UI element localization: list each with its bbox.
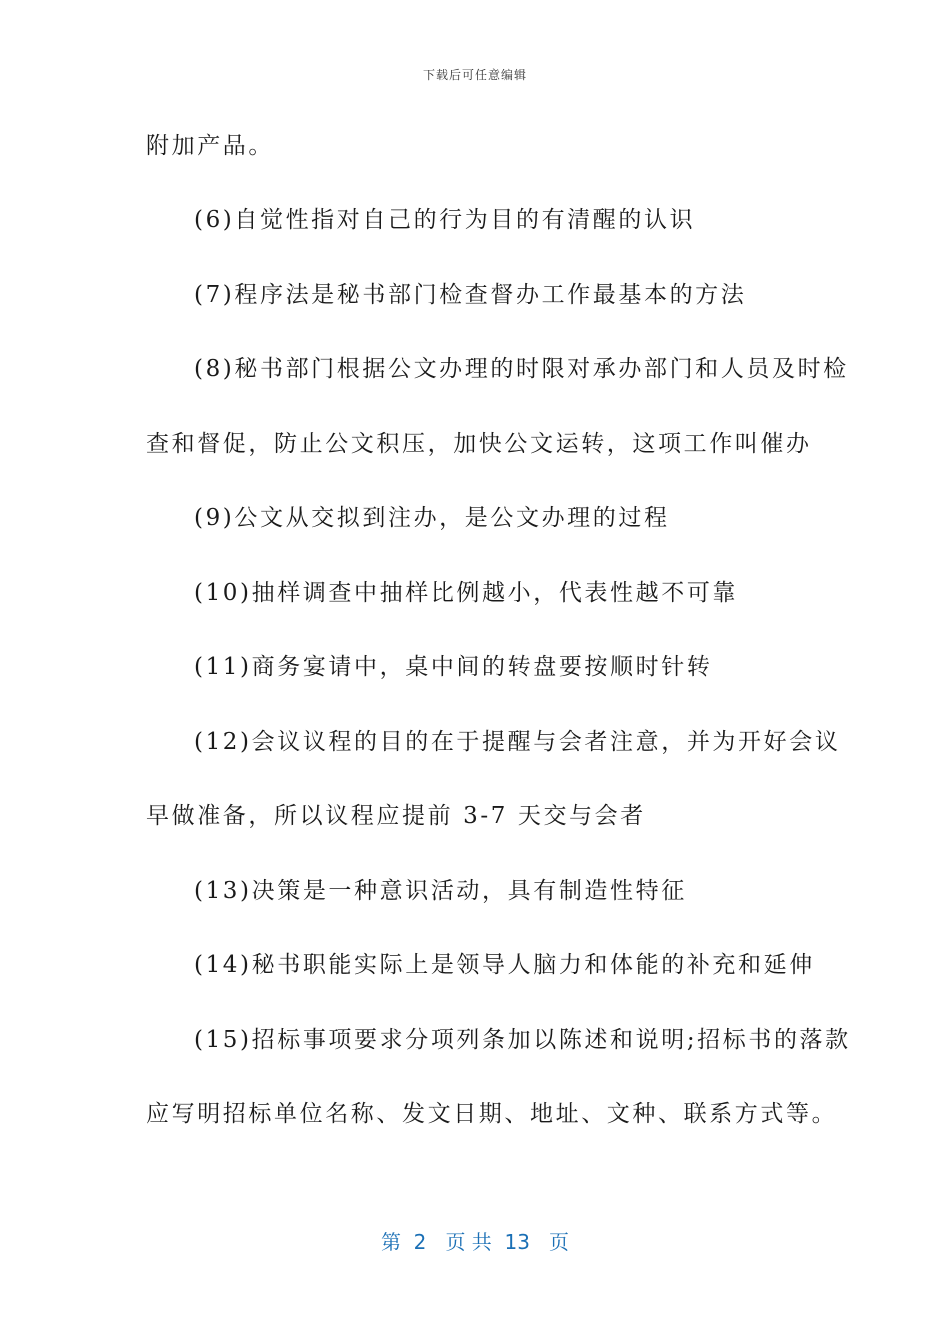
- text-line: (15)招标事项要求分项列条加以陈述和说明;招标书的落款: [194, 1027, 851, 1053]
- text-line: 查和督促，防止公文积压，加快公文运转，这项工作叫催办: [146, 431, 812, 457]
- text-line: (12)会议议程的目的在于提醒与会者注意，并为开好会议: [194, 729, 841, 755]
- text-line: (13)决策是一种意识活动，具有制造性特征: [194, 878, 687, 904]
- text-line: (14)秘书职能实际上是领导人脑力和体能的补充和延伸: [194, 952, 815, 978]
- text-line: 附加产品。: [146, 133, 274, 159]
- text-line: (6)自觉性指对自己的行为目的有清醒的认识: [194, 207, 696, 233]
- page-header: 下载后可任意编辑: [422, 68, 527, 82]
- text-line: (10)抽样调查中抽样比例越小，代表性越不可靠: [194, 580, 739, 606]
- text-line: (9)公文从交拟到注办，是公文办理的过程: [194, 505, 670, 531]
- page-number-footer: 第 2 页 共 13 页: [380, 1230, 570, 1254]
- text-line: (7)程序法是秘书部门检查督办工作最基本的方法: [194, 282, 747, 308]
- text-line: 早做准备，所以议程应提前 3-7 天交与会者: [146, 803, 646, 829]
- text-line: (11)商务宴请中，桌中间的转盘要按顺时针转: [194, 654, 713, 680]
- text-line: (8)秘书部门根据公文办理的时限对承办部门和人员及时检: [194, 356, 849, 382]
- text-line: 应写明招标单位名称、发文日期、地址、文种、联系方式等。: [146, 1101, 838, 1127]
